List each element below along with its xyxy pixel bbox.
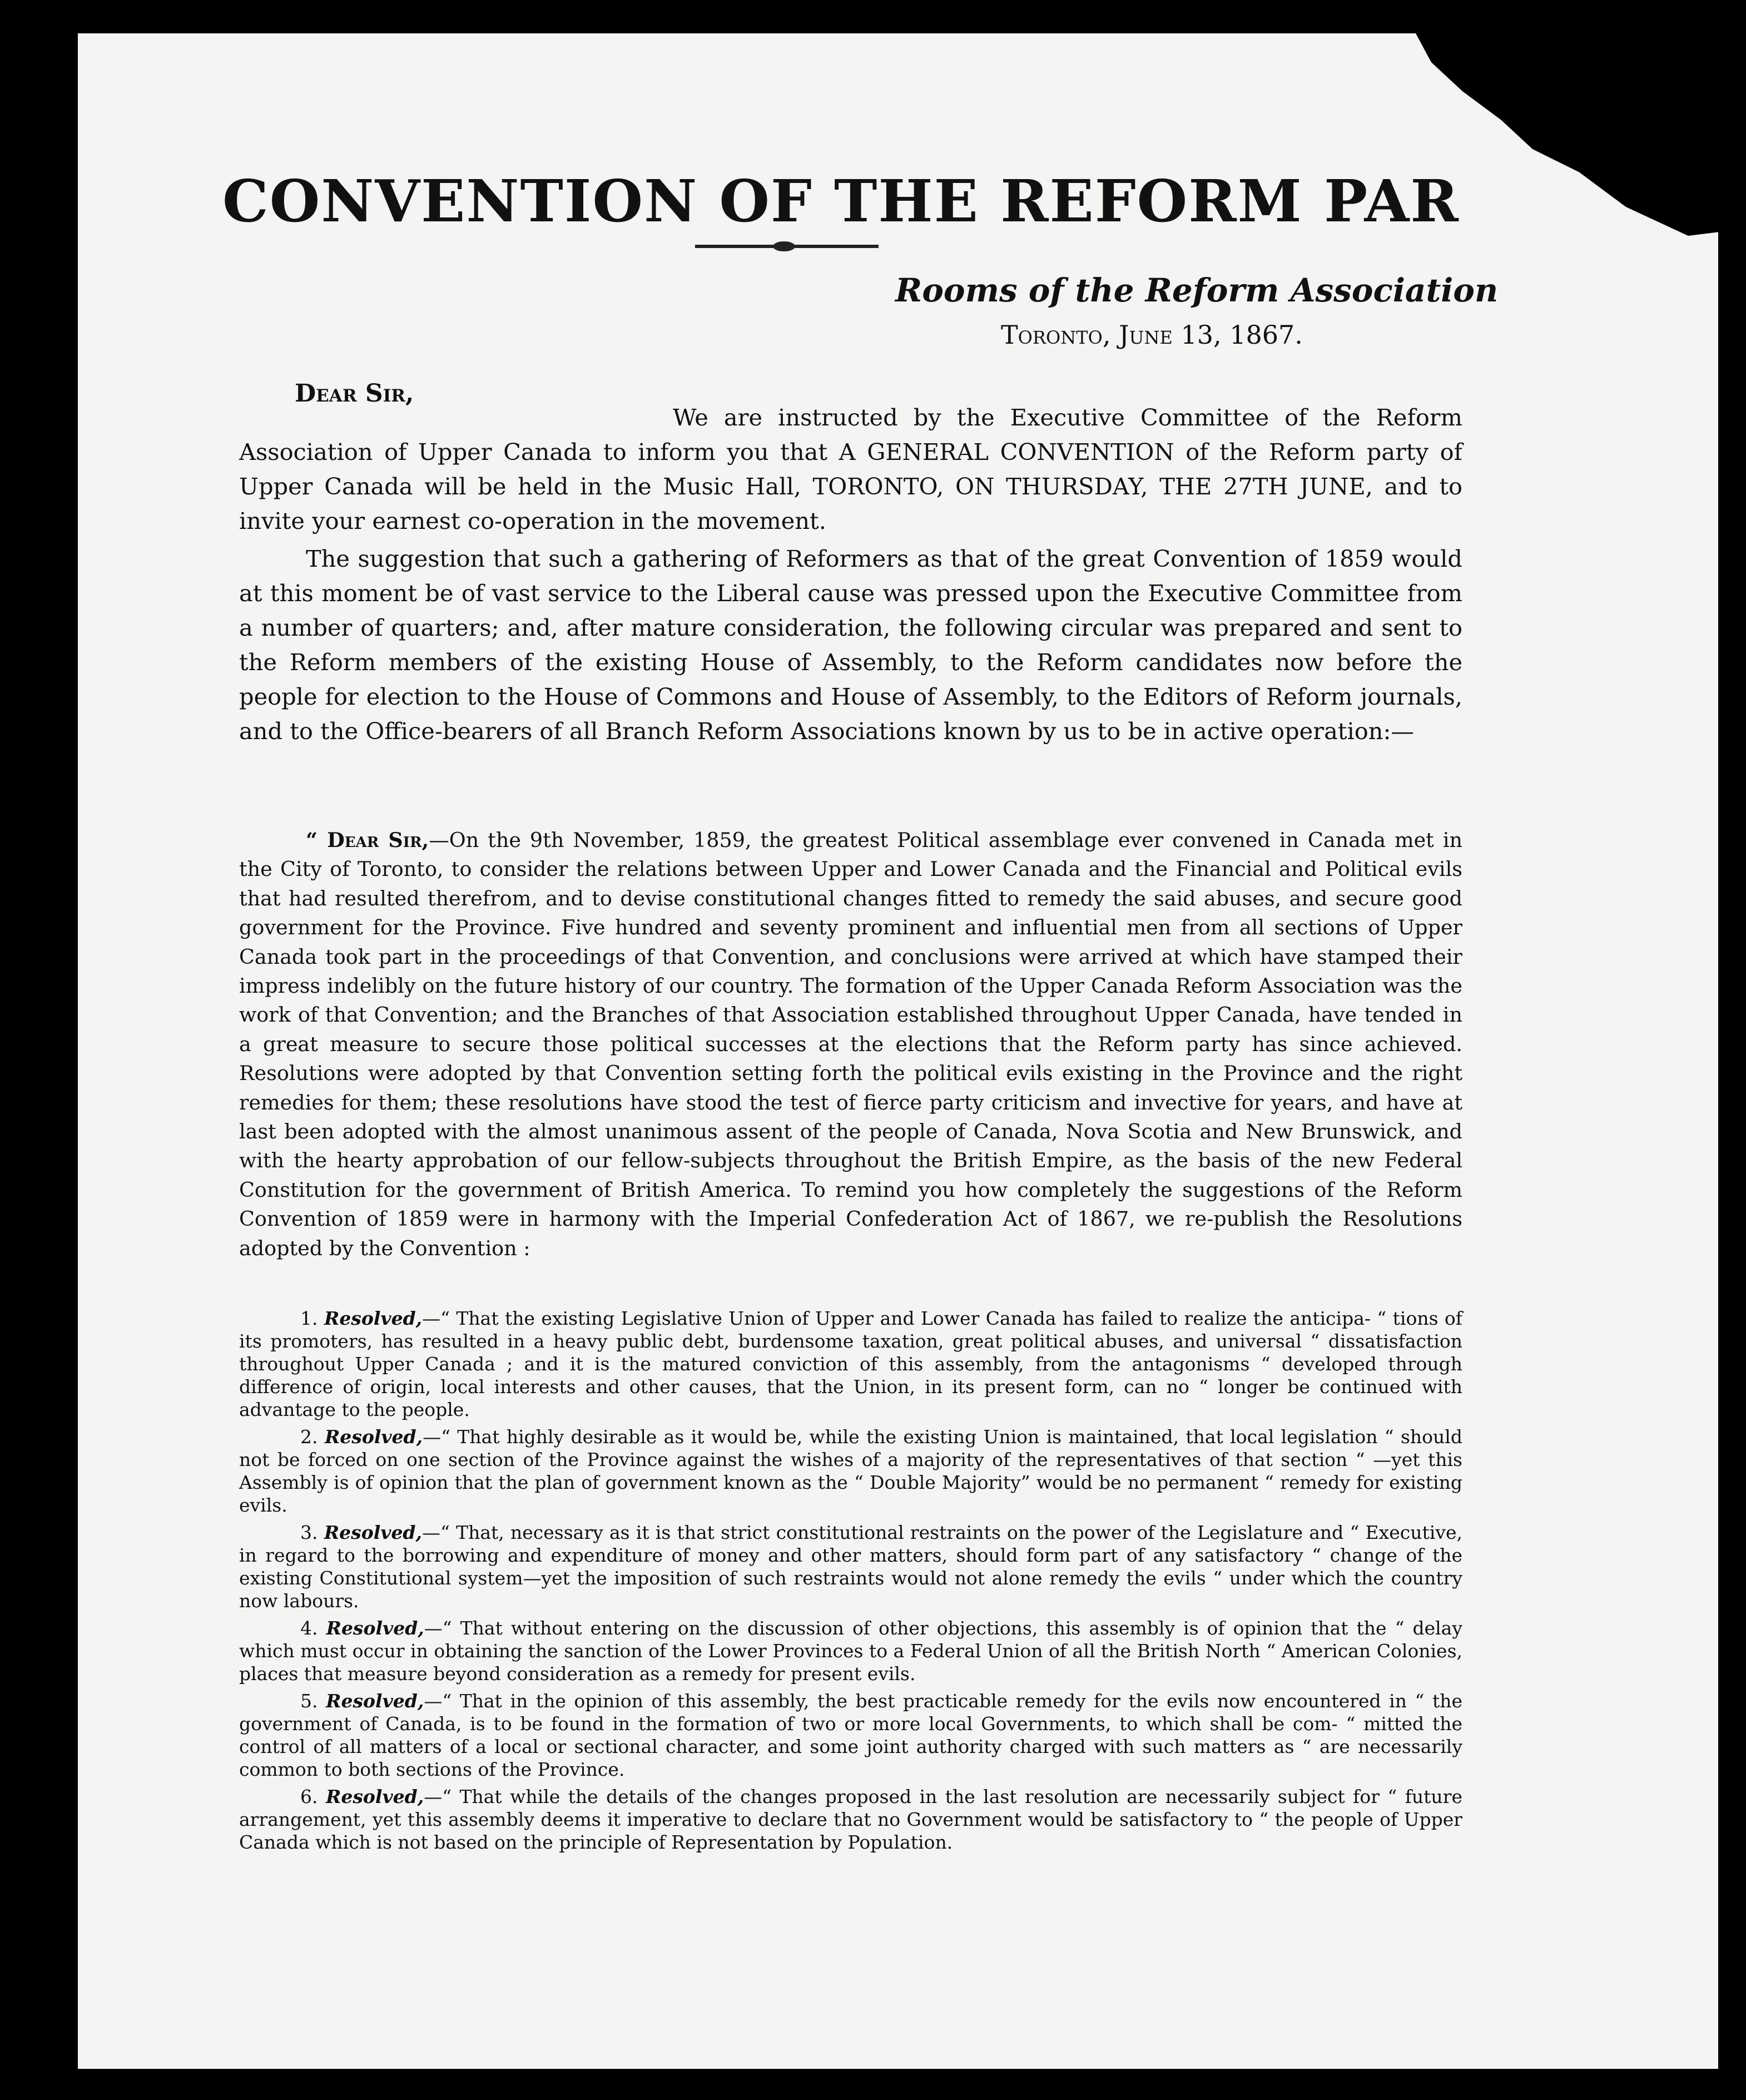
dateline: Toronto, June 13, 1867. [1001, 320, 1303, 350]
resolution-item [239, 1307, 1462, 1421]
resolution-item [239, 1425, 1462, 1517]
letter-paragraph-1: We are instructed by the Executive Committee of the Reform Association of Upper Canada to inform you that A GENERAL CONVENTION of the Reform party of Upper Canada will be held in the Music Hall, TORONTO, ON THURSDAY, THE 27TH JUNE, and to invite your earnest co-operation in the movement. [239, 404, 1462, 534]
circular-opening: “ Dear Sir, [306, 828, 429, 852]
resolution-number: 5. [300, 1690, 318, 1712]
resolution-number: 4. [300, 1617, 318, 1639]
resolution-item [239, 1617, 1462, 1685]
circular-text [239, 826, 1462, 1263]
circular-body: —On the 9th November, 1859, the greatest Political assemblage ever convened in Canada met in the City of Toronto, to consider the relations between Upper and Lower Canada and the Financial and Political evils that had resulted therefrom, and to devise constitutional changes fitted to remedy the said abuses, and secure good government for the Province. Five hundred and seventy prominent and influential men from all sections of Upper Canada took part in the proceedings of that Convention, and conclusions were arrived at which have stamped their impress indelibly on the future history of our country. The formation of the Upper Canada Reform Association was the work of that Convention; and the Branches of that Association established throughout Upper Canada, have tended in a great measure to secure those political successes at the elections that the Reform party has since achieved. Resolutions were adopted by that Convention setting forth the political evils existing in the Province and the right remedies for them; these resolutions have stood the test of fierce party criticism and invective for years, and have at last been adopted with the almost unanimous assent of the people of Canada, Nova Scotia and New Brunswick, and with the hearty approbation of our fellow-subjects throughout the British Empire, as the basis of the new Federal Constitution for the government of British America. To remind you how completely the suggestions of the Reform Convention of 1859 were in harmony with the Imperial Confederation Act of 1867, we re-publish the Resolutions adopted by the Convention : [239, 828, 1462, 1260]
document-title: CONVENTION OF THE REFORM PAR [222, 167, 1460, 235]
resolution-item [239, 1785, 1462, 1854]
resolution-text: —“ That in the opinion of this assembly, the best practicable remedy for the evils now encountered in “ the government of Canada, is to be found in the formation of two or more local Governments, to which shall be com- “ mitted the control of all matters of a local or sectional character, and some joint authority charged with such matters as “ are necessarily common to both sections of the Province. [239, 1690, 1462, 1780]
resolution-item [239, 1690, 1462, 1781]
resolution-lead: Resolved, [326, 1617, 424, 1639]
decorative-rule [695, 245, 879, 248]
resolution-lead: Resolved, [324, 1426, 423, 1448]
resolution-lead: Resolved, [324, 1307, 423, 1329]
resolution-text: —“ That the existing Legislative Union of Upper and Lower Canada has failed to realize the anticipa- “ tions of its promoters, has resulted in a heavy public debt, burdensome taxation, great political abuses, and universal “ dissatisfaction throughout Upper Canada ; and it is the matured conviction of this assembly, from the antagonisms “ developed through difference of origin, local interests and other causes, that the Union, in its present form, can no “ longer be continued with advantage to the people. [239, 1307, 1462, 1420]
resolution-lead: Resolved, [324, 1522, 422, 1543]
resolution-item [239, 1521, 1462, 1612]
salutation: Dear Sir, [295, 379, 414, 408]
resolution-number: 2. [300, 1426, 318, 1448]
resolutions-list [239, 1307, 1462, 1858]
circular-paragraph [239, 826, 1462, 1263]
letter-paragraph-2: The suggestion that such a gathering of Reformers as that of the great Convention of 1859 would at this moment be of vast service to the Liberal cause was pressed upon the Executive Committee from a number of quarters; and, after mature consideration, the following circular was prepared and sent to the Reform members of the existing House of Assembly, to the Reform candidates now before the people for election to the House of Commons and House of Assembly, to the Editors of Reform journals, and to the Office-bearers of all Branch Reform Associations known by us to be in active operation:— [239, 545, 1462, 745]
rooms-heading: Rooms of the Reform Association [895, 271, 1499, 309]
resolution-lead: Resolved, [325, 1786, 424, 1807]
letter-body [239, 400, 1462, 749]
resolution-number: 3. [300, 1522, 318, 1543]
resolution-number: 1. [300, 1307, 318, 1329]
resolution-text: —“ That without entering on the discussion of other objections, this assembly is of opinion that the “ delay which must occur in obtaining the sanction of the Lower Provinces to a Federal Union of all the British North “ American Colonies, places that measure beyond consideration as a remedy for present evils. [239, 1617, 1462, 1685]
resolution-lead: Resolved, [326, 1690, 424, 1712]
resolution-text: —“ That, necessary as it is that strict constitutional restraints on the power of the Legislature and “ Executive, in regard to the borrowing and expenditure of money and other matters, should form part of any satisfactory “ change of the existing Constitutional system—yet the imposition of such restraints would not alone remedy the evils “ under which the country now labours. [239, 1522, 1462, 1612]
resolution-text: —“ That while the details of the changes proposed in the last resolution are necessarily subject for “ future arrangement, yet this assembly deems it imperative to declare that no Government would be satisfactory to “ the people of Upper Canada which is not based on the principle of Representation by Population. [239, 1786, 1462, 1853]
resolution-number: 6. [300, 1786, 318, 1807]
resolution-text: —“ That highly desirable as it would be, while the existing Union is maintained, that local legislation “ should not be forced on one section of the Province against the wishes of a majority of the representatives of that section “ —yet this Assembly is of opinion that the plan of government known as the “ Double Majority” would be no permanent “ remedy for existing evils. [239, 1426, 1462, 1516]
